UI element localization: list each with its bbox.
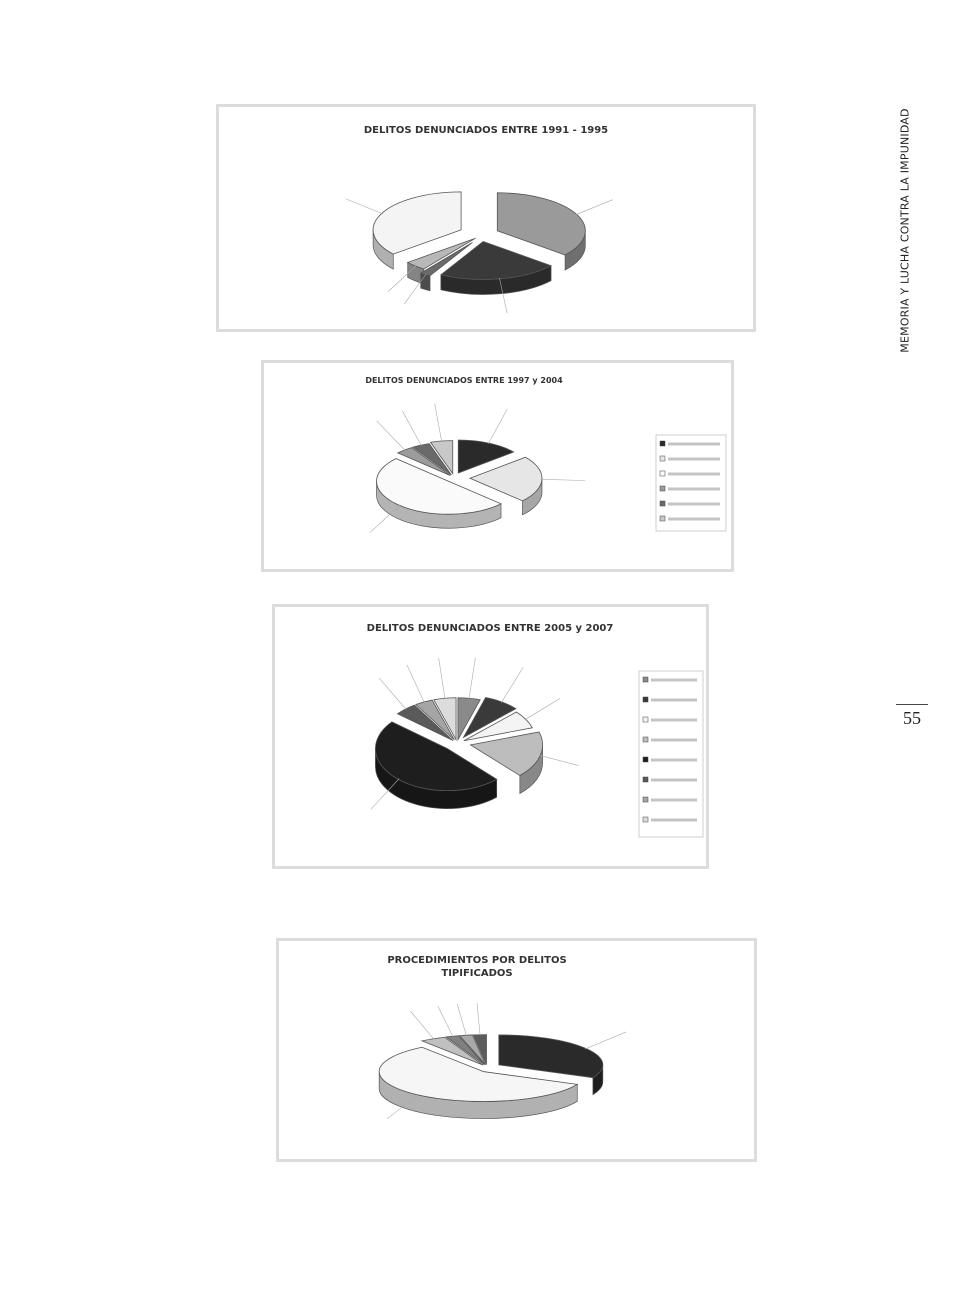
pie-group	[375, 697, 542, 808]
slice-leader-line-1	[541, 479, 586, 480]
side-running-title-text: MEMORIA Y LUCHA CONTRA LA IMPUNIDAD	[898, 107, 912, 353]
slice-leader-line-7	[439, 658, 445, 699]
chart-title: PROCEDIMIENTOS POR DELITOS	[387, 955, 567, 966]
slice-leader-line-2	[410, 1011, 434, 1039]
pie-chart-procedimientos	[276, 938, 757, 1162]
pie-slice-4	[373, 192, 461, 254]
chart-legend	[639, 671, 703, 837]
chart-svg	[264, 363, 731, 569]
pie-chart-2005-2007	[272, 604, 709, 869]
slice-leader-line-3	[539, 755, 579, 765]
legend-swatch-4	[660, 501, 665, 506]
legend-swatch-3	[660, 486, 665, 491]
slice-leader-line-3	[377, 421, 405, 451]
slice-leader-line-1	[501, 667, 523, 702]
slice-leader-line-2	[525, 698, 560, 719]
legend-swatch-0	[660, 441, 665, 446]
slice-leader-line-4	[457, 1004, 466, 1036]
pie-group	[373, 192, 585, 295]
legend-frame	[656, 435, 726, 531]
legend-swatch-4	[643, 757, 648, 762]
slice-leader-line-3	[438, 1006, 453, 1037]
pie-slice-0	[497, 193, 585, 255]
legend-frame	[639, 671, 703, 837]
page-number: 55	[896, 704, 928, 729]
legend-swatch-3	[643, 737, 648, 742]
chart-svg	[275, 607, 706, 866]
chart-title: DELITOS DENUNCIADOS ENTRE 1997 y 2004	[365, 376, 563, 385]
pie-slice-0	[499, 1035, 603, 1078]
slice-leader-line-5	[435, 404, 442, 442]
chart-title: DELITOS DENUNCIADOS ENTRE 2005 y 2007	[366, 623, 614, 634]
legend-swatch-2	[660, 471, 665, 476]
legend-swatch-6	[643, 797, 648, 802]
slice-leader-line-5	[477, 1003, 480, 1035]
chart-svg	[219, 107, 753, 329]
pie-group	[377, 440, 542, 528]
chart-svg	[279, 941, 754, 1159]
legend-swatch-0	[643, 677, 648, 682]
slice-leader-line-6	[407, 665, 424, 703]
legend-swatch-5	[660, 516, 665, 521]
slice-leader-line-4	[346, 199, 383, 214]
legend-swatch-1	[643, 697, 648, 702]
pie-chart-1991-1995	[216, 104, 756, 332]
slice-leader-line-5	[379, 678, 406, 709]
pie-chart-1997-2004	[261, 360, 734, 572]
chart-title: DELITOS DENUNCIADOS ENTRE 1991 - 1995	[363, 125, 609, 136]
chart-legend	[656, 435, 726, 531]
slice-leader-line-4	[402, 411, 421, 446]
slice-leader-line-0	[469, 658, 475, 699]
legend-swatch-2	[643, 717, 648, 722]
pie-group	[379, 1035, 603, 1119]
pie-slice-side-2	[421, 273, 430, 291]
legend-swatch-5	[643, 777, 648, 782]
legend-swatch-7	[643, 817, 648, 822]
slice-leader-line-0	[488, 409, 507, 444]
chart-subtitle: TIPIFICADOS	[441, 968, 513, 979]
slice-leader-line-0	[575, 200, 612, 215]
legend-swatch-1	[660, 456, 665, 461]
side-running-title	[860, 100, 950, 360]
slice-leader-line-0	[585, 1032, 626, 1049]
